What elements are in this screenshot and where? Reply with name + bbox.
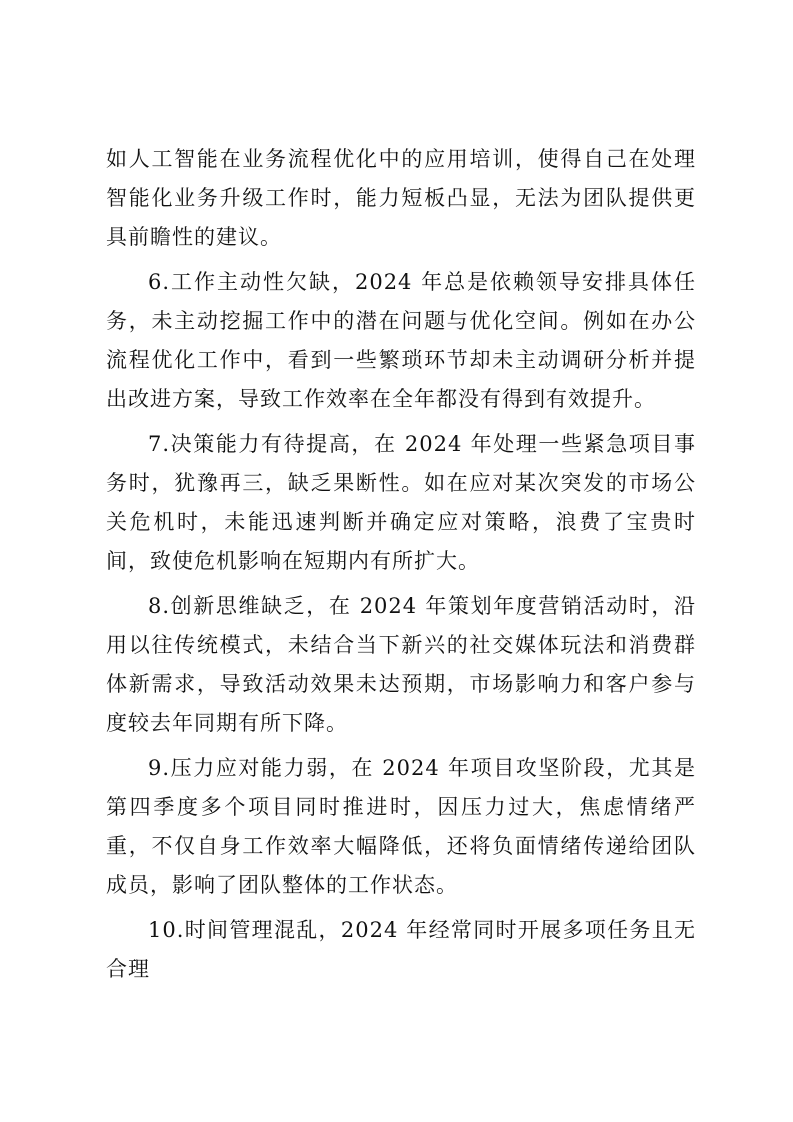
paragraph-item-7: 7.决策能力有待提高，在 2024 年处理一些紧急项目事务时，犹豫再三，缺乏果断性。如在应对某次突发的市场公关危机时，未能迅速判断并确定应对策略，浪费了宝贵时间，致使危机影响在短期内有所扩大。 <box>106 432 696 573</box>
paragraph-item-6: 6.工作主动性欠缺，2024 年总是依赖领导安排具体任务，未主动挖掘工作中的潜在问题与优化空间。例如在办公流程优化工作中，看到一些繁琐环节却未主动调研分析并提出改进方案，导致工作效率在全年都没有得到有效提升。 <box>106 270 696 411</box>
paragraph-continued: 如人工智能在业务流程优化中的应用培训，使得自己在处理智能化业务升级工作时，能力短板凸显，无法为团队提供更具前瞻性的建议。 <box>106 147 696 249</box>
document-body <box>106 140 696 989</box>
paragraph-item-10: 10.时间管理混乱，2024 年经常同时开展多项任务且无合理 <box>106 918 696 981</box>
paragraph-item-8: 8.创新思维缺乏，在 2024 年策划年度营销活动时，沿用以往传统模式，未结合当下新兴的社交媒体玩法和消费群体新需求，导致活动效果未达预期，市场影响力和客户参与度较去年同期有所下降。 <box>106 594 696 735</box>
paragraph-item-9: 9.压力应对能力弱，在 2024 年项目攻坚阶段，尤其是第四季度多个项目同时推进时，因压力过大，焦虑情绪严重，不仅自身工作效率大幅降低，还将负面情绪传递给团队成员，影响了团队整体的工作状态。 <box>106 756 696 897</box>
